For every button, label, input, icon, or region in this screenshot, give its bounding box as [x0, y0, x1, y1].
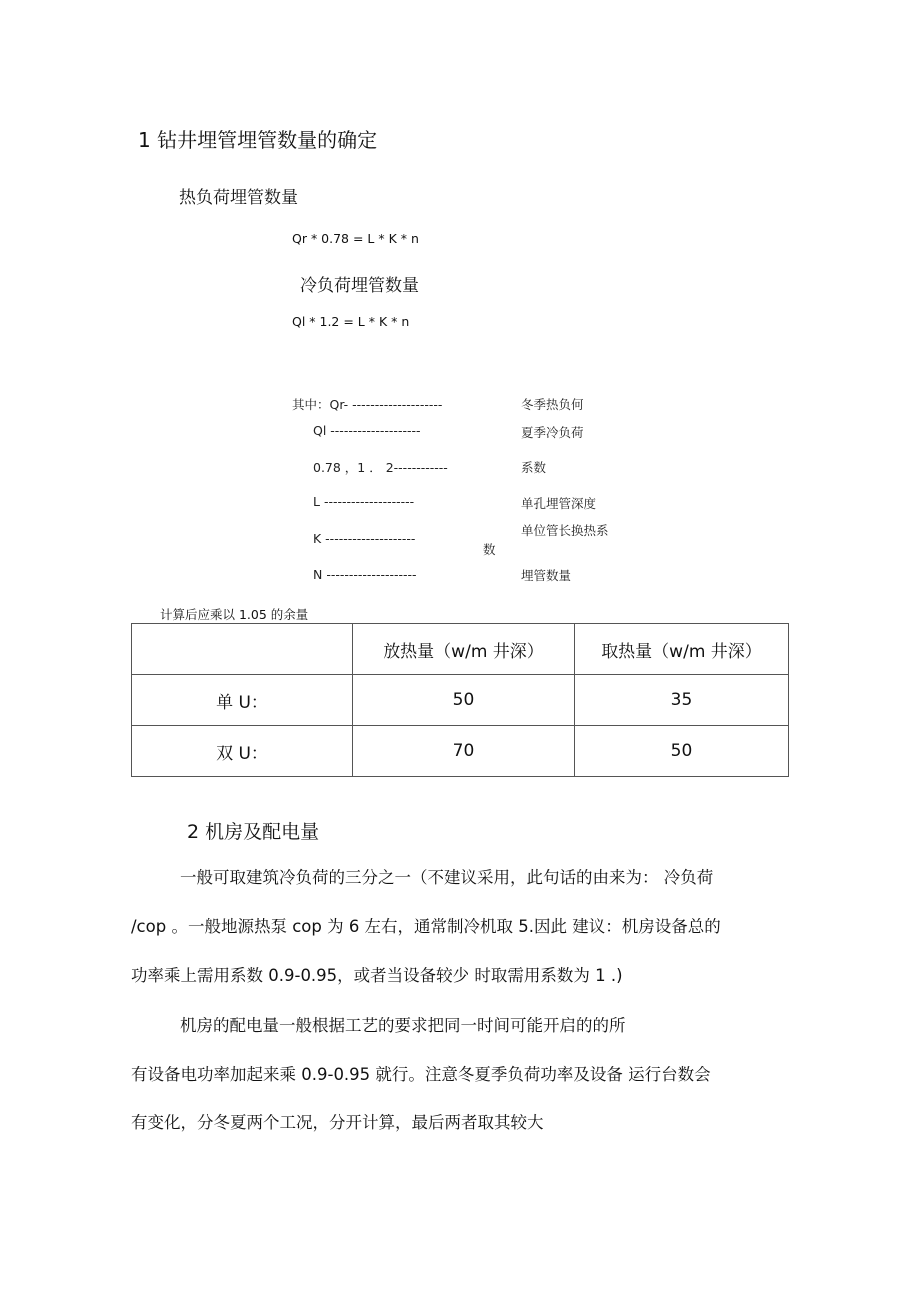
- table-header-cell: [132, 624, 353, 675]
- paragraph2-line1: 机房的配电量一般根据工艺的要求把同一时间可能开启的的所: [180, 1016, 626, 1035]
- paragraph1-line2: /cop 。一般地源热泵 cop 为 6 左右，通常制冷机取 5.因此 建议：机房设备总的: [131, 917, 721, 936]
- heat-exchange-table: [131, 623, 789, 777]
- legend-desc-coef: 系数: [521, 460, 547, 475]
- cool-load-title: 冷负荷埋管数量: [300, 276, 419, 296]
- table-header-cell: 取热量（w/m 井深）: [575, 624, 789, 675]
- paragraph1-line3: 功率乘上需用系数 0.9-0.95，或者当设备较少 时取需用系数为 1 .): [131, 966, 623, 985]
- section2-title: 2 机房及配电量: [187, 821, 320, 843]
- table-row: [132, 675, 789, 726]
- table-cell: 35: [575, 675, 789, 726]
- legend-desc-l: 单孔埋管深度: [521, 496, 597, 511]
- heat-formula: Qr * 0.78 = L * K * n: [292, 231, 419, 246]
- legend-term-coef: 0.78 ，1 ． 2------------: [313, 460, 448, 475]
- table-cell: 50: [575, 726, 789, 777]
- table-row: [132, 726, 789, 777]
- legend-desc-k-wrap: 数: [483, 542, 496, 557]
- table-header-cell: 放热量（w/m 井深）: [353, 624, 575, 675]
- legend-term-n: N --------------------: [313, 567, 417, 582]
- legend-term-ql: Ql --------------------: [313, 423, 421, 438]
- legend-desc-qr: 冬季热负何: [521, 397, 584, 412]
- heat-load-title: 热负荷埋管数量: [179, 188, 298, 208]
- table-cell: 70: [353, 726, 575, 777]
- section1-title: 1 钻井埋管埋管数量的确定: [138, 128, 378, 152]
- legend-desc-n: 埋管数量: [521, 568, 572, 583]
- table-cell: 双 U：: [132, 726, 353, 777]
- table-header-row: [132, 624, 789, 675]
- margin-note: 计算后应乘以 1.05 的余量: [160, 607, 309, 622]
- paragraph2-line2: 有设备电功率加起来乘 0.9-0.95 就行。注意冬夏季负荷功率及设备 运行台数会: [131, 1065, 711, 1084]
- paragraph2-line3: 有变化，分冬夏两个工况，分开计算，最后两者取其较大: [131, 1113, 544, 1132]
- paragraph1-line1: 一般可取建筑冷负荷的三分之一（不建议采用，此句话的由来为： 冷负荷: [180, 868, 714, 887]
- table-cell: 单 U：: [132, 675, 353, 726]
- legend-term-k: K --------------------: [313, 531, 416, 546]
- legend-desc-k: 单位管长换热系: [521, 523, 609, 538]
- legend-term-l: L --------------------: [313, 494, 415, 509]
- legend-desc-ql: 夏季冷负荷: [521, 425, 584, 440]
- table-cell: 50: [353, 675, 575, 726]
- legend-term-qr: 其中：Qr- --------------------: [292, 397, 443, 412]
- cool-formula: Ql * 1.2 = L * K * n: [292, 314, 410, 329]
